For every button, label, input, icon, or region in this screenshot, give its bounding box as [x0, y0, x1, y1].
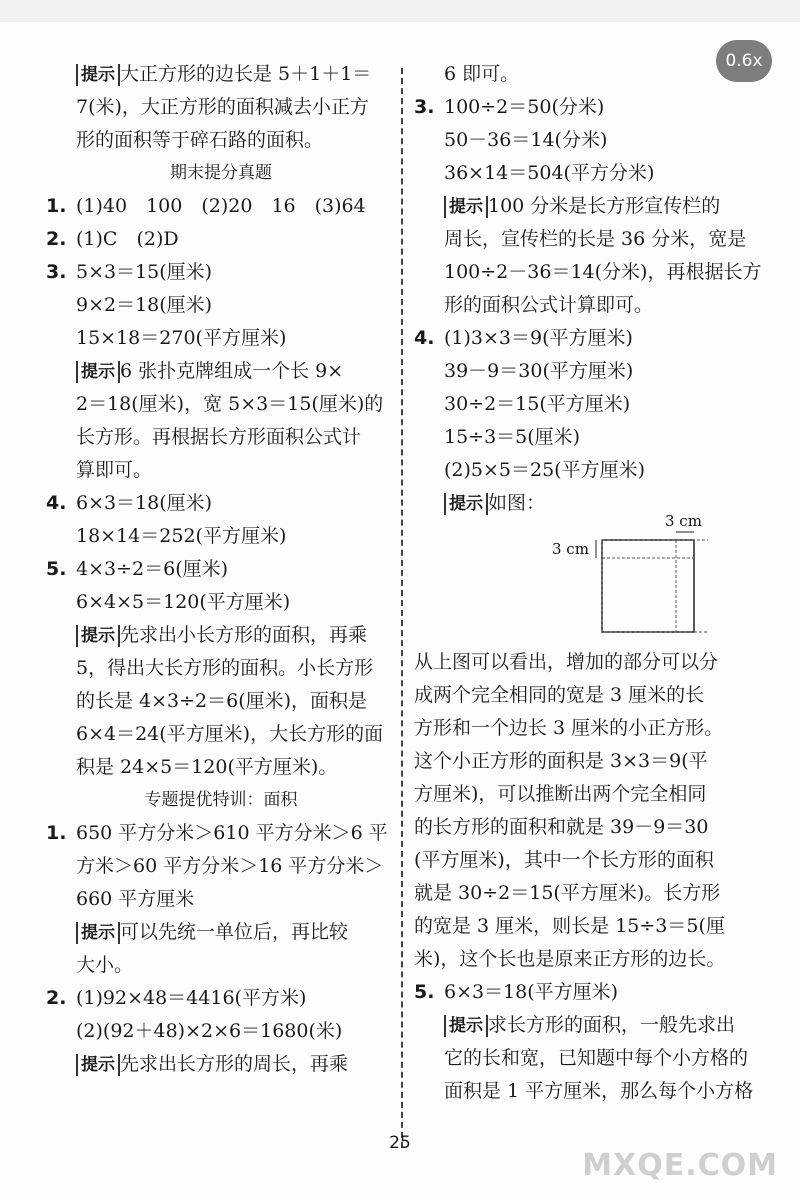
continuation-line: (2)(92＋48)×2×6＝1680(米): [76, 1020, 343, 1042]
hint-line: [414, 190, 774, 223]
hint-text: 可以先统一单位后，再比较: [120, 921, 349, 943]
hint-badge: 提示: [76, 625, 120, 647]
hint-text: 先求出长方形的周长，再乘: [120, 1053, 349, 1075]
question-number: 1.: [46, 195, 67, 217]
hint-badge: 提示: [444, 1015, 488, 1037]
answer-text: (1)92×48＝4416(平方米): [76, 987, 307, 1009]
continuation-line: 18×14＝252(平方厘米): [76, 525, 287, 547]
question-number: 1.: [46, 822, 67, 844]
continuation-line: 7(米)，大正方形的面积减去小正方: [76, 96, 369, 118]
hint-badge: 提示: [76, 361, 120, 383]
continuation-line: 2＝18(厘米)，宽 5×3＝15(厘米)的: [76, 393, 384, 415]
continuation-line: 积是 24×5＝120(平方厘米)。: [76, 756, 338, 778]
continuation-line: 6 即可。: [444, 63, 520, 85]
question-line: [46, 256, 396, 289]
question-number: 3.: [414, 96, 435, 118]
original-square: [602, 540, 694, 632]
question-line: [46, 223, 396, 256]
hint-badge: 提示: [76, 922, 120, 944]
hint-line: [46, 58, 396, 91]
column-divider: [401, 68, 403, 1148]
explanation-line: 方厘米)，可以推断出两个完全相同: [414, 783, 707, 805]
continuation-line: 方米＞60 平方分米＞16 平方分米＞: [76, 855, 384, 877]
continuation-line: 6×4＝24(平方厘米)，大长方形的面: [76, 723, 384, 745]
answer-text: 6×3＝18(平方厘米): [444, 981, 619, 1003]
continuation-line: 100÷2－36＝14(分米)，再根据长方: [444, 261, 762, 283]
explanation-line: 成两个完全相同的宽是 3 厘米的长: [414, 684, 705, 706]
hint-badge: 提示: [444, 493, 488, 515]
enlarged-square: [602, 540, 708, 632]
continuation-line: 它的长和宽，已知题中每个小方格的: [444, 1047, 749, 1069]
question-number: 4.: [46, 492, 67, 514]
hint-line: [414, 1009, 774, 1042]
question-number: 2.: [46, 228, 67, 250]
question-number: 3.: [46, 261, 67, 283]
continuation-line: 的长是 4×3÷2＝6(厘米)，面积是: [76, 690, 368, 712]
explanation-line: 的宽是 3 厘米，则长是 15÷3＝5(厘: [414, 915, 725, 937]
hint-text: 求长方形的面积，一般先求出: [488, 1014, 736, 1036]
answer-text: (1)3×3＝9(平方厘米): [444, 327, 633, 349]
answer-text: (1)40 100 (2)20 16 (3)64: [76, 195, 366, 217]
explanation-line: 就是 30÷2＝15(平方厘米)。长方形: [414, 882, 721, 904]
continuation-line: 形的面积等于碎石路的面积。: [76, 129, 324, 151]
hint-line: [46, 619, 396, 652]
left-column: [46, 58, 396, 1081]
hint-text: 大正方形的边长是 5＋1＋1＝: [120, 63, 372, 85]
continuation-line: 周长，宣传栏的长是 36 分米，宽是: [444, 228, 747, 250]
zoom-indicator-button[interactable]: 0.6x: [716, 40, 772, 82]
question-number: 5.: [414, 981, 435, 1003]
answer-text: 100÷2＝50(分米): [444, 96, 605, 118]
hint-badge: 提示: [76, 1054, 120, 1076]
square-diagram: [548, 510, 708, 640]
explanation-line: 方形和一个边长 3 厘米的小正方形。: [414, 717, 724, 739]
hint-line: [46, 355, 396, 388]
continuation-line: 长方形。再根据长方形面积公式计: [76, 426, 362, 448]
hint-line: [46, 1048, 396, 1081]
figure-label-top: 3 cm: [665, 512, 702, 530]
continuation-line: 36×14＝504(平方分米): [444, 162, 655, 184]
hint-badge: 提示: [444, 196, 488, 218]
question-line: [46, 982, 396, 1015]
continuation-line: 50－36＝14(分米): [444, 129, 608, 151]
answer-text: 4×3÷2＝6(厘米): [76, 558, 229, 580]
answer-text: 6×3＝18(厘米): [76, 492, 213, 514]
answer-text: (1)C (2)D: [76, 228, 179, 250]
continuation-line: 30÷2＝15(平方厘米): [444, 393, 631, 415]
continuation-line: 6×4×5＝120(平方厘米): [76, 591, 291, 613]
explanation-line: 的长方形的面积和就是 39－9＝30: [414, 816, 709, 838]
continuation-line: 5，得出大长方形的面积。小长方形: [76, 657, 374, 679]
explanation-line: (平方厘米)，其中一个长方形的面积: [414, 849, 714, 871]
continuation-line: 9×2＝18(厘米): [76, 294, 213, 316]
question-line: [46, 553, 396, 586]
continuation-line: 面积是 1 平方厘米，那么每个小方格: [444, 1080, 754, 1102]
hint-text: 6 张扑克牌组成一个长 9×: [120, 360, 344, 382]
question-line: [414, 322, 774, 355]
figure-label-left: 3 cm: [552, 540, 589, 558]
section-header: 专题提优特训：面积: [144, 790, 298, 810]
right-column-bottom: [414, 646, 774, 1108]
continuation-line: 660 平方厘米: [76, 888, 195, 910]
question-line: [46, 817, 396, 850]
page-number: 25: [389, 1133, 411, 1153]
explanation-line: 米)，这个长也是原来正方形的边长。: [414, 948, 726, 970]
continuation-line: 15÷3＝5(厘米): [444, 426, 581, 448]
question-line: [46, 190, 396, 223]
continuation-line: 大小。: [76, 954, 134, 976]
hint-text: 100 分米是长方形宣传栏的: [488, 195, 721, 217]
continuation-line: 15×18＝270(平方厘米): [76, 327, 287, 349]
top-bar: [0, 0, 800, 22]
explanation-line: 这个小正方形的面积是 3×3＝9(平: [414, 750, 708, 772]
question-number: 5.: [46, 558, 67, 580]
continuation-line: 算即可。: [76, 459, 153, 481]
watermark: MXQE.COM: [582, 1148, 778, 1183]
hint-line: [46, 916, 396, 949]
question-line: [46, 487, 396, 520]
question-line: [414, 976, 774, 1009]
question-line: [414, 91, 774, 124]
continuation-line: (2)5×5＝25(平方厘米): [444, 459, 646, 481]
right-column-top: [414, 58, 774, 520]
explanation-line: 从上图可以看出，增加的部分可以分: [414, 651, 719, 673]
section-header: 期末提分真题: [170, 163, 272, 183]
hint-text: 先求出小长方形的面积，再乘: [120, 624, 368, 646]
hint-text: 如图：: [488, 492, 546, 514]
continuation-line: 39－9＝30(平方厘米): [444, 360, 634, 382]
continuation-line: 形的面积公式计算即可。: [444, 294, 654, 316]
question-number: 2.: [46, 987, 67, 1009]
answer-text: 650 平方分米＞610 平方分米＞6 平: [76, 822, 388, 844]
answer-text: 5×3＝15(厘米): [76, 261, 213, 283]
hint-badge: 提示: [76, 64, 120, 86]
question-number: 4.: [414, 327, 435, 349]
